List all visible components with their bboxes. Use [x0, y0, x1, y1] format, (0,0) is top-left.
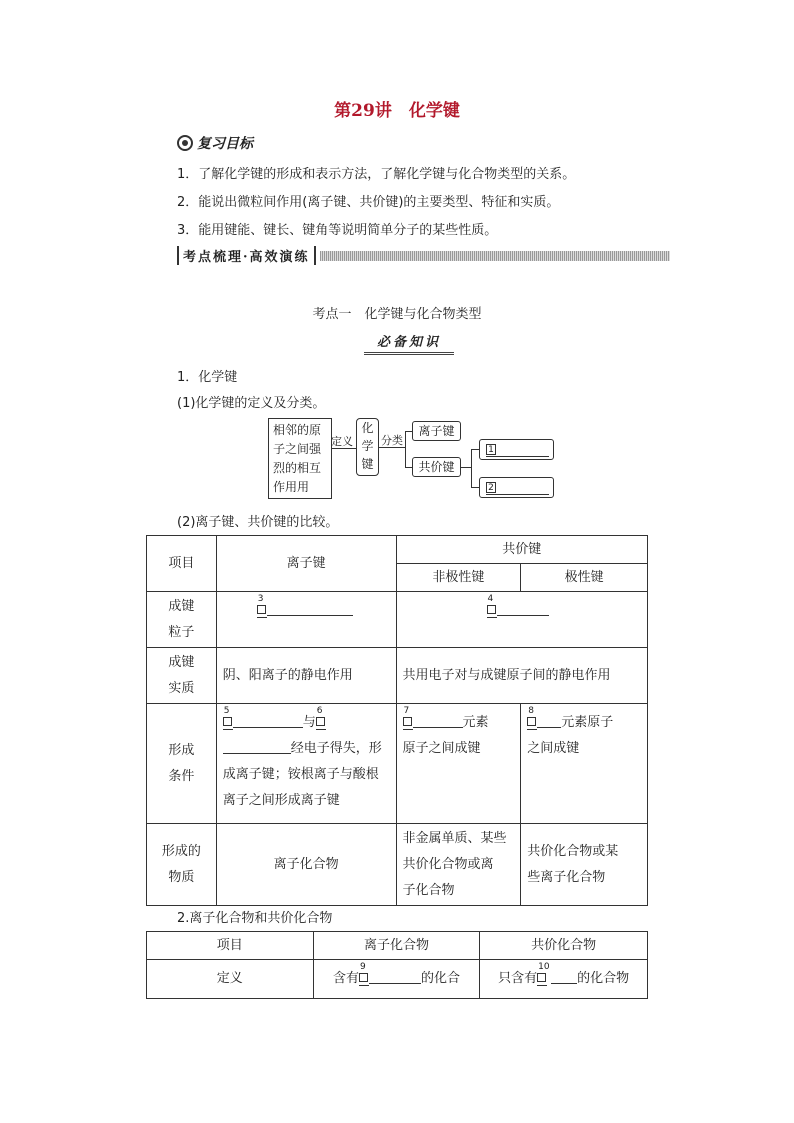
review-goals-title: 复习目标: [197, 136, 253, 152]
section-bar: [177, 246, 670, 265]
answer-blank[interactable]: [223, 740, 291, 754]
table-row: [147, 592, 648, 648]
cell-polar-conditions: [521, 704, 648, 824]
table-row: [147, 704, 648, 824]
header-ionic-compound: 离子化合物: [313, 932, 480, 960]
cond-line: [223, 706, 390, 736]
cell-ionic-particles: [216, 592, 396, 648]
answer-blank[interactable]: [413, 714, 463, 728]
substance-line: 共价化合物或某: [527, 843, 619, 859]
cell-ionic-definition: [313, 960, 480, 999]
connector-line: [471, 487, 479, 488]
header-item: 项目: [147, 932, 314, 960]
heading-compounds: 2.离子化合物和共价化合物: [177, 911, 333, 926]
row-head-line: 形成: [168, 742, 195, 758]
substance-line: 非金属单质、某些: [402, 830, 507, 846]
cond-line: 成离子键；铵根离子与酸根: [222, 767, 379, 782]
cell-covalent-definition: [480, 960, 648, 999]
row-head-line: 物质: [168, 869, 195, 885]
cell-ionic-essence: 阴、阳离子的静电作用: [216, 648, 396, 704]
def-line: 烈的相互: [273, 461, 322, 475]
answer-number: 7: [403, 706, 410, 716]
def-text: 的化合: [420, 971, 460, 986]
heading-chemical-bond: 1．化学键: [177, 370, 238, 385]
def-line: 子之间强: [273, 442, 322, 456]
answer-marker: [527, 706, 537, 728]
row-head-line: 实质: [168, 680, 195, 696]
answer-blank[interactable]: [369, 970, 421, 984]
blank-box-2: [479, 477, 554, 498]
center-char: 学: [361, 439, 374, 453]
subheading-definition: (1)化学键的定义及分类。: [177, 396, 326, 411]
bond-comparison-table: [146, 535, 648, 906]
cell-ionic-substances: 离子化合物: [216, 824, 396, 906]
row-head-particles: [147, 592, 217, 648]
cond-text: 经电子得失，形: [290, 741, 382, 756]
blank-line[interactable]: [486, 494, 549, 495]
goal-item-2: 2．能说出微粒间作用(离子键、共价键)的主要类型、特征和实质。: [177, 195, 560, 210]
answer-marker: [257, 594, 267, 616]
header-item: 项目: [147, 536, 217, 592]
header-polar: 极性键: [521, 564, 648, 592]
row-head-conditions: [147, 704, 217, 824]
def-text: 含有: [332, 971, 359, 986]
cell-nonpolar-conditions: [396, 704, 521, 824]
connector-line: [471, 449, 472, 487]
cond-line: [223, 736, 390, 762]
cell-polar-substances: [521, 824, 648, 906]
answer-marker: [223, 706, 233, 728]
row-head-essence: [147, 648, 217, 704]
definition-box: [268, 418, 332, 499]
answer-number: 3: [257, 594, 264, 604]
def-line: 作用用: [273, 480, 310, 494]
answer-number: 8: [528, 706, 535, 716]
answer-blank[interactable]: [267, 602, 353, 616]
cond-line: [403, 706, 515, 736]
row-head-line: 成键: [168, 654, 195, 670]
row-head-line: 条件: [168, 768, 195, 784]
table-row: [147, 536, 648, 564]
must-know-title: 必备知识: [364, 331, 454, 355]
substance-line: 子化合物: [402, 882, 455, 898]
row-head-substances: [147, 824, 217, 906]
def-line: 相邻的原: [273, 423, 322, 437]
answer-number: 9: [359, 962, 366, 972]
center-char: 化: [361, 421, 374, 435]
answer-blank[interactable]: [497, 602, 549, 616]
header-covalent-compound: 共价化合物: [480, 932, 648, 960]
page-title: 第29讲 化学键: [334, 101, 460, 121]
blank-line[interactable]: [486, 456, 549, 457]
target-icon: [177, 135, 193, 151]
answer-marker: [316, 706, 326, 728]
connector-line: [405, 431, 406, 467]
def-text: 的化合物: [577, 971, 630, 986]
cond-text: 元素: [462, 715, 489, 730]
table-row: [147, 932, 648, 960]
answer-marker: [403, 706, 413, 728]
answer-blank[interactable]: [551, 970, 577, 984]
center-char: 键: [361, 457, 374, 471]
header-nonpolar: 非极性键: [396, 564, 521, 592]
cell-nonpolar-substances: [396, 824, 521, 906]
cond-line: 之间成键: [527, 741, 580, 756]
definition-label: 定义: [331, 435, 353, 448]
cell-covalent-essence: 共用电子对与成键原子间的静电作用: [396, 648, 647, 704]
cond-line: 离子之间形成离子键: [222, 793, 340, 808]
answer-number: 4: [487, 594, 494, 604]
goal-item-1: 1．了解化学键的形成和表示方法，了解化学键与化合物类型的关系。: [177, 167, 576, 182]
connector-line: [471, 449, 479, 450]
table-row: [147, 960, 648, 999]
blank-box-1: [479, 439, 554, 460]
cond-text: 元素原子: [561, 715, 614, 730]
substance-line: 些离子化合物: [527, 869, 606, 885]
answer-marker: [487, 594, 497, 616]
subheading-comparison: (2)离子键、共价键的比较。: [177, 515, 339, 530]
row-head-definition: 定义: [147, 960, 314, 999]
table-row: [147, 648, 648, 704]
header-ionic: 离子键: [216, 536, 396, 592]
row-head-line: 形成的: [161, 843, 201, 859]
blank-number-1: 1: [486, 444, 496, 455]
answer-marker: [537, 962, 551, 984]
classification-label: 分类: [381, 434, 403, 447]
answer-number: 6: [316, 706, 323, 716]
cond-text: 与: [302, 715, 316, 730]
table-row: [147, 824, 648, 906]
review-goals-heading: [177, 133, 253, 153]
substance-line: 共价化合物或离: [402, 856, 494, 872]
blank-number-2: 2: [486, 482, 496, 493]
cond-line: 原子之间成键: [402, 741, 481, 756]
answer-blank[interactable]: [233, 714, 303, 728]
answer-number: 5: [223, 706, 230, 716]
section-bar-label: 考点梳理·高效演练: [177, 246, 316, 265]
answer-blank[interactable]: [537, 714, 561, 728]
row-head-line: 粒子: [168, 624, 195, 640]
answer-number: 10: [538, 962, 550, 972]
def-text: 只含有: [498, 971, 538, 986]
answer-marker: [359, 962, 369, 984]
chemical-bond-box: [356, 418, 379, 476]
goal-item-3: 3．能用键能、键长、键角等说明简单分子的某些性质。: [177, 223, 498, 238]
section-bar-fill: [320, 251, 670, 261]
kaodian-title: 考点一 化学键与化合物类型: [312, 307, 482, 322]
cond-line: [527, 706, 641, 736]
cell-ionic-conditions: [216, 704, 396, 824]
compound-table: [146, 931, 648, 999]
ionic-bond-box: 离子键: [412, 421, 461, 441]
cell-covalent-particles: [396, 592, 647, 648]
header-covalent: 共价键: [396, 536, 647, 564]
row-head-line: 成键: [168, 598, 195, 614]
covalent-bond-box: 共价键: [412, 457, 461, 477]
